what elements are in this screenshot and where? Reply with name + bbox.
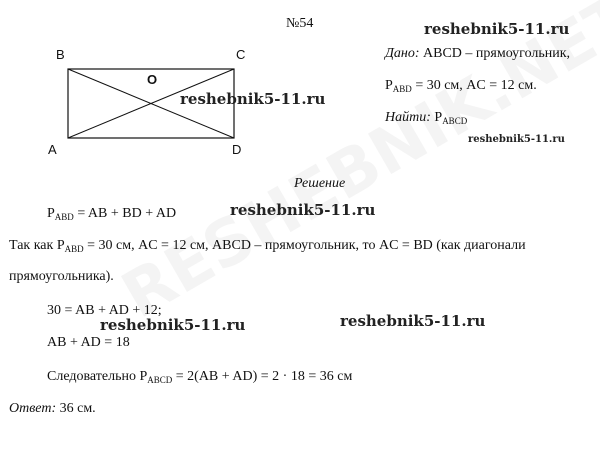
site-watermark: reshebnik5-11.ru <box>180 90 326 108</box>
answer-line <box>9 401 96 417</box>
find-perimeter-subscript: ABCD <box>442 116 468 126</box>
perimeter-symbol: P <box>47 206 55 221</box>
explanation-rest: = 30 см, AC = 12 см, ABCD – прямоугольник, то AC = BD (как диагонали <box>83 238 526 253</box>
site-watermark: reshebnik5-11.ru <box>340 312 486 330</box>
perimeter-symbol: P <box>385 78 393 93</box>
equation-1-rest: = AB + BD + AD <box>73 206 177 221</box>
vertex-b-label: B <box>56 47 65 62</box>
conclusion-start: Следовательно P <box>47 369 148 384</box>
equation-1 <box>47 206 176 225</box>
explanation-line-2: прямоугольника). <box>9 269 114 284</box>
perimeter-subscript: ABD <box>64 244 84 254</box>
vertex-d-label: D <box>232 142 242 157</box>
site-watermark: reshebnik5-11.ru <box>230 201 376 219</box>
given-line-1 <box>385 46 570 62</box>
conclusion-rest: = 2(AB + AD) = 2 · 18 = 36 см <box>172 369 353 384</box>
vertex-c-label: C <box>236 47 246 62</box>
problem-number: №54 <box>286 16 314 31</box>
answer-label: Ответ: <box>9 401 57 416</box>
solution-heading: Решение <box>294 176 346 191</box>
perimeter-subscript: ABD <box>54 212 74 222</box>
answer-value: 36 см. <box>56 401 96 416</box>
conclusion-line <box>47 369 352 388</box>
site-watermark: reshebnik5-11.ru <box>424 20 570 38</box>
explanation-start: Так как P <box>9 238 65 253</box>
explanation-line-1 <box>9 238 526 257</box>
site-watermark: reshebnik5-11.ru <box>100 316 246 334</box>
equation-3: AB + AD = 18 <box>47 335 130 350</box>
find-line <box>385 110 467 129</box>
equation-2: 30 = AB + AD + 12; <box>47 303 162 318</box>
given-label: Дано: <box>385 46 420 61</box>
find-label: Найти: <box>385 110 431 125</box>
given-figure-text: ABCD – прямоугольник, <box>423 46 571 61</box>
given-values: = 30 см, AC = 12 см. <box>411 78 537 93</box>
find-perimeter-symbol: P <box>434 110 443 125</box>
given-line-2 <box>385 78 537 97</box>
center-o-label: O <box>147 72 158 87</box>
site-watermark-small: reshebnik5-11.ru <box>468 134 565 145</box>
vertex-a-label: A <box>48 142 57 157</box>
perimeter-subscript: ABCD <box>147 375 173 385</box>
perimeter-subscript: ABD <box>392 84 412 94</box>
